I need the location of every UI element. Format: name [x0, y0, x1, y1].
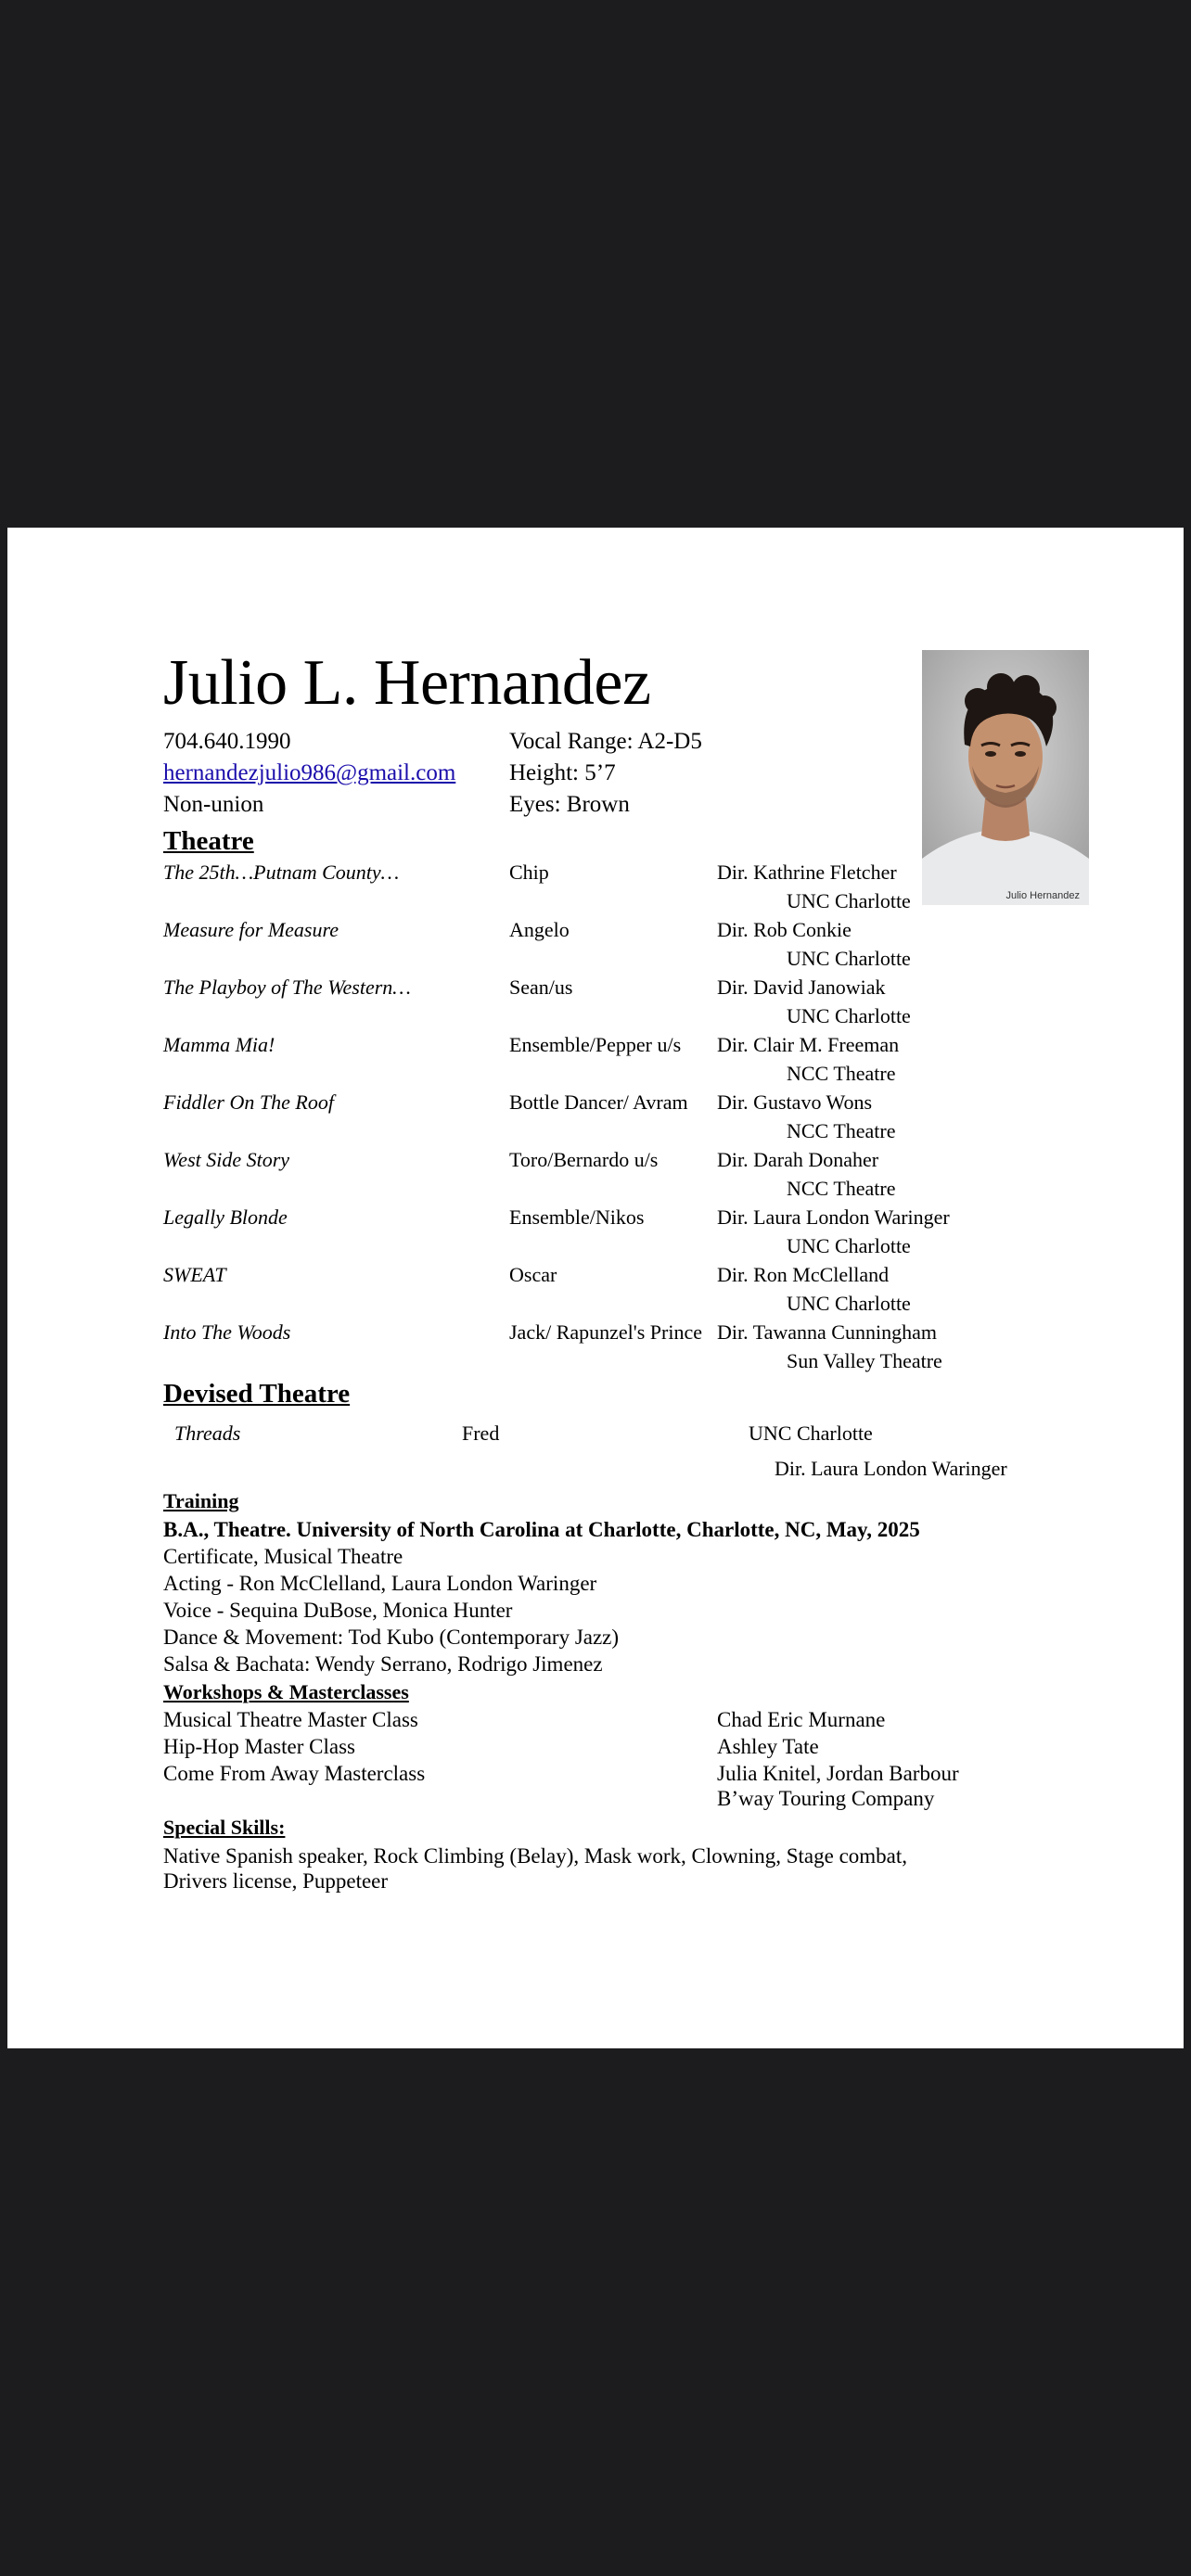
credit-director: Dir. Ron McClelland [717, 1263, 890, 1286]
credit-venue: NCC Theatre [787, 1119, 896, 1142]
actor-name: Julio L. Hernandez [163, 647, 651, 719]
credit-director: Dir. Kathrine Fletcher [717, 861, 897, 884]
workshop-extra: B’way Touring Company [717, 1787, 935, 1810]
resume-page [7, 528, 1184, 2048]
headshot-photo [922, 650, 1089, 905]
training-line: Certificate, Musical Theatre [163, 1545, 403, 1568]
credit-show: Fiddler On The Roof [163, 1090, 334, 1114]
vocal-range: Vocal Range: A2-D5 [509, 729, 702, 754]
credit-venue: UNC Charlotte [787, 1292, 911, 1315]
credit-director: Dir. Darah Donaher [717, 1148, 879, 1171]
credit-director: Dir. Clair M. Freeman [717, 1033, 900, 1056]
workshops-heading: Workshops & Masterclasses [163, 1680, 409, 1703]
credit-role: Ensemble/Pepper u/s [509, 1033, 682, 1056]
credit-venue: Sun Valley Theatre [787, 1349, 942, 1372]
phone-number: 704.640.1990 [163, 729, 291, 754]
credit-director: Dir. Gustavo Wons [717, 1090, 873, 1114]
credit-show: SWEAT [163, 1263, 226, 1286]
credit-director: Dir. Laura London Waringer [717, 1205, 950, 1229]
credit-venue: NCC Theatre [787, 1177, 896, 1200]
credit-role: Bottle Dancer/ Avram [509, 1090, 688, 1114]
workshop-teacher: Ashley Tate [717, 1735, 819, 1758]
workshop-name: Come From Away Masterclass [163, 1762, 426, 1785]
credit-role: Toro/Bernardo u/s [509, 1148, 659, 1171]
theatre-heading: Theatre [163, 826, 254, 856]
devised-role: Fred [462, 1422, 500, 1445]
devised-theatre-heading: Devised Theatre [163, 1379, 351, 1409]
credit-show: The 25th…Putnam County… [163, 861, 400, 884]
skills-line: Native Spanish speaker, Rock Climbing (Belay), Mask work, Clowning, Stage combat, [163, 1844, 908, 1868]
credit-venue: UNC Charlotte [787, 1004, 911, 1027]
credit-venue: NCC Theatre [787, 1062, 896, 1085]
training-line: Acting - Ron McClelland, Laura London Waringer [163, 1572, 597, 1595]
workshop-name: Musical Theatre Master Class [163, 1708, 418, 1731]
training-line: Voice - Sequina DuBose, Monica Hunter [163, 1599, 513, 1622]
devised-director: Dir. Laura London Waringer [775, 1457, 1007, 1480]
credit-show: Measure for Measure [163, 918, 339, 941]
credit-show: West Side Story [163, 1148, 290, 1171]
credit-role: Angelo [509, 918, 570, 941]
headshot-illustration [922, 650, 1089, 905]
special-skills-heading: Special Skills: [163, 1816, 286, 1839]
workshop-teacher: Chad Eric Murnane [717, 1708, 886, 1731]
credit-director: Dir. Rob Conkie [717, 918, 852, 941]
credit-role: Jack/ Rapunzel's Prince [509, 1320, 703, 1344]
credit-role: Oscar [509, 1263, 557, 1286]
credit-role: Chip [509, 861, 549, 884]
credit-role: Ensemble/Nikos [509, 1205, 645, 1229]
union-status: Non-union [163, 792, 264, 817]
credit-director: Dir. Tawanna Cunningham [717, 1320, 937, 1344]
devised-show: Threads [174, 1422, 241, 1445]
training-line: Dance & Movement: Tod Kubo (Contemporary Jazz) [163, 1626, 620, 1649]
training-line: Salsa & Bachata: Wendy Serrano, Rodrigo Jimenez [163, 1652, 603, 1676]
photo-caption: Julio Hernandez [1005, 890, 1080, 901]
credit-venue: UNC Charlotte [787, 947, 911, 970]
degree-line: B.A., Theatre. University of North Carolina at Charlotte, Charlotte, NC, May, 2025 [163, 1518, 920, 1541]
credit-role: Sean/us [509, 976, 573, 999]
devised-venue: UNC Charlotte [749, 1422, 873, 1445]
workshop-teacher: Julia Knitel, Jordan Barbour [717, 1762, 959, 1785]
skills-line: Drivers license, Puppeteer [163, 1869, 389, 1893]
eye-color: Eyes: Brown [509, 792, 630, 817]
credit-show: Mamma Mia! [163, 1033, 275, 1056]
height: Height: 5’7 [509, 760, 616, 785]
credit-show: The Playboy of The Western… [163, 976, 411, 999]
credit-venue: UNC Charlotte [787, 889, 911, 912]
training-heading: Training [163, 1489, 239, 1512]
workshop-name: Hip-Hop Master Class [163, 1735, 355, 1758]
credit-show: Into The Woods [163, 1320, 291, 1344]
credit-director: Dir. David Janowiak [717, 976, 886, 999]
credit-venue: UNC Charlotte [787, 1234, 911, 1257]
email-link[interactable]: hernandezjulio986@gmail.com [163, 760, 456, 785]
credit-show: Legally Blonde [163, 1205, 288, 1229]
